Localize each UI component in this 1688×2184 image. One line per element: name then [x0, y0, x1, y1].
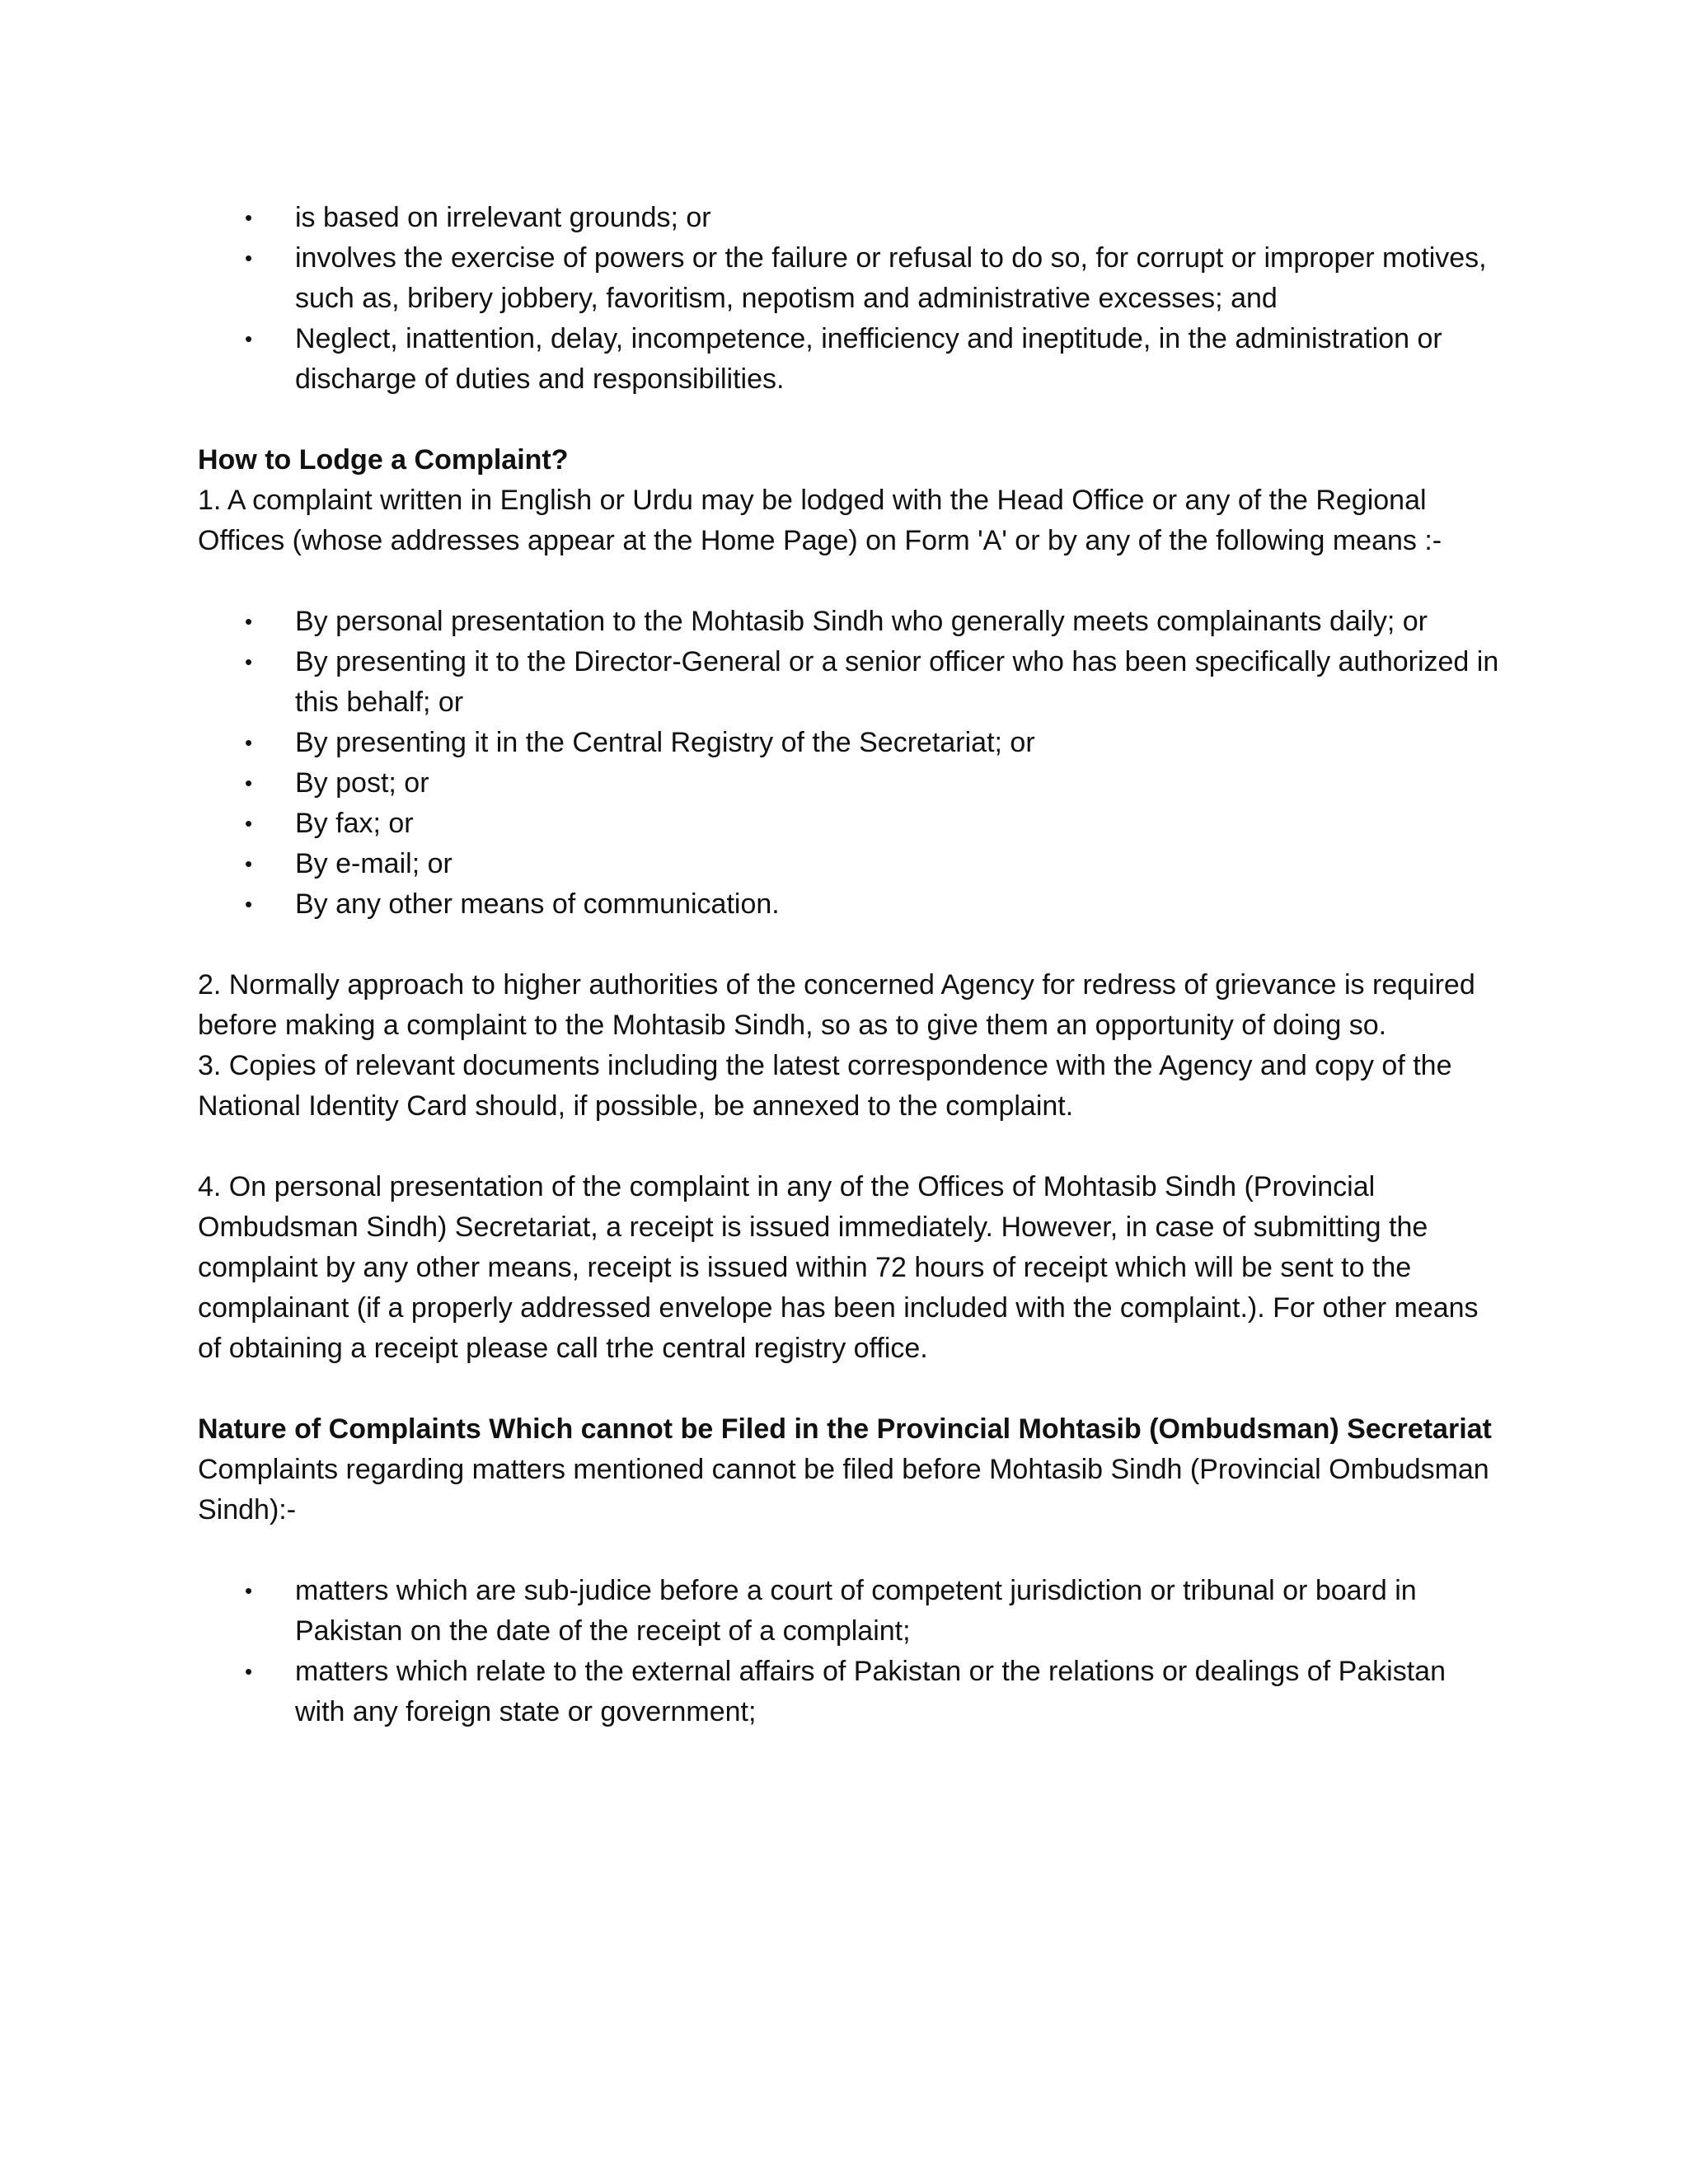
list-item [198, 642, 1500, 723]
spacer [198, 925, 1500, 965]
list-item [198, 844, 1500, 884]
list-item-text: is based on irrelevant grounds; or [295, 202, 711, 233]
nature-heading: Nature of Complaints Which cannot be Filed in the Provincial Mohtasib (Ombudsman) Secretariat [198, 1413, 1492, 1445]
how-to-lodge-heading: How to Lodge a Complaint? [198, 444, 569, 476]
bullet-icon: • [245, 246, 253, 270]
lodge-point-2: 2. Normally approach to higher authorities of the concerned Agency for redress of grievance is required before making a complaint to the Mohtasib Sindh, so as to give them an opportunity of doing so. [198, 969, 1475, 1041]
list-item [198, 602, 1500, 642]
list-item-text: matters which relate to the external affairs of Pakistan or the relations or dealings of Pakistan with any foreign state or government; [295, 1656, 1446, 1727]
spacer [198, 561, 1500, 602]
bullet-icon: • [245, 326, 253, 351]
nature-bullet-list [198, 1571, 1500, 1732]
list-item-text: By post; or [295, 767, 429, 799]
bullet-icon: • [245, 730, 253, 755]
means-bullet-list [198, 602, 1500, 925]
intro-bullet-list [198, 198, 1500, 400]
list-item-text: matters which are sub-judice before a court of competent jurisdiction or tribunal or board in Pakistan on the date of the receipt of a complaint; [295, 1575, 1417, 1647]
spacer [198, 1530, 1500, 1571]
document-page [198, 198, 1500, 1732]
bullet-icon: • [245, 771, 253, 795]
nature-intro: Complaints regarding matters mentioned cannot be filed before Mohtasib Sindh (Provincial Ombudsman Sindh):- [198, 1454, 1489, 1526]
list-item [198, 723, 1500, 763]
lodge-point-3: 3. Copies of relevant documents including the latest correspondence with the Agency and copy of the National Identity Card should, if possible, be annexed to the complaint. [198, 1050, 1452, 1122]
bullet-icon: • [245, 609, 253, 634]
list-item [198, 763, 1500, 804]
list-item [198, 1571, 1500, 1652]
list-item [198, 198, 1500, 238]
list-item-text: Neglect, inattention, delay, incompetence, inefficiency and ineptitude, in the administration or discharge of duties and responsibilities. [295, 323, 1442, 395]
lodge-point-1: 1. A complaint written in English or Urdu may be lodged with the Head Office or any of the Regional Offices (whose addresses appear at the Home Page) on Form 'A' or by any of the following means :- [198, 485, 1442, 556]
list-item-text: By presenting it in the Central Registry of the Secretariat; or [295, 727, 1035, 758]
list-item [198, 319, 1500, 400]
spacer [198, 1127, 1500, 1167]
bullet-icon: • [245, 811, 253, 836]
spacer [198, 400, 1500, 440]
list-item-text: By personal presentation to the Mohtasib Sindh who generally meets complainants daily; or [295, 606, 1428, 637]
list-item [198, 238, 1500, 319]
bullet-icon: • [245, 1659, 253, 1684]
bullet-icon: • [245, 851, 253, 876]
list-item-text: By any other means of communication. [295, 888, 780, 920]
bullet-icon: • [245, 1578, 253, 1603]
list-item [198, 804, 1500, 844]
bullet-icon: • [245, 205, 253, 230]
spacer [198, 1369, 1500, 1409]
list-item-text: By presenting it to the Director-General or a senior officer who has been specifically authorized in this behalf; or [295, 646, 1499, 718]
list-item [198, 1652, 1500, 1732]
list-item [198, 884, 1500, 925]
lodge-point-4: 4. On personal presentation of the complaint in any of the Offices of Mohtasib Sindh (Provincial Ombudsman Sindh) Secretariat, a receipt is issued immediately. However, in case of submitting the complaint by any other means, receipt is issued within 72 hours of receipt which will be sent to the complainant (if a properly addressed envelope has been included with the complaint.). For other means of obtaining a receipt please call trhe central registry office. [198, 1171, 1479, 1364]
bullet-icon: • [245, 649, 253, 674]
list-item-text: By fax; or [295, 808, 414, 839]
bullet-icon: • [245, 892, 253, 916]
list-item-text: involves the exercise of powers or the failure or refusal to do so, for corrupt or improper motives, such as, bribery jobbery, favoritism, nepotism and administrative excesses; and [295, 242, 1487, 314]
list-item-text: By e-mail; or [295, 848, 452, 879]
